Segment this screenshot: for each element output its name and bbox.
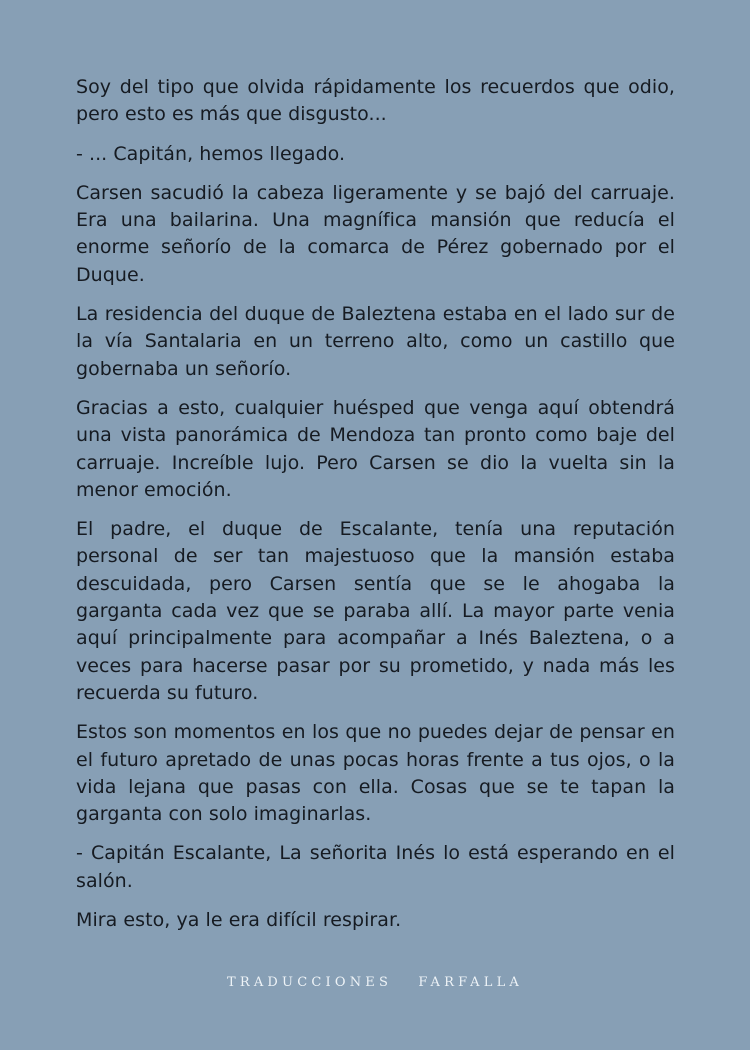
paragraph: Mira esto, ya le era difícil respirar. (76, 909, 402, 932)
paragraph: Carsen sacudió la cabeza ligeramente y se bajó del carruaje. Era una bailarina. Una magnífica mansión que reducía el enorme señorío de la comarca de Pérez gobernado por el Duque. (76, 181, 675, 286)
paragraph: Soy del tipo que olvida rápidamente los recuerdos que odio, pero esto es más que disgusto... (76, 76, 675, 126)
document-body (76, 74, 675, 946)
dialogue-paragraph: - ... Capitán, hemos llegado. (76, 142, 346, 165)
footer-credit: TRADUCCIONES FARFALLA (226, 975, 523, 990)
dialogue-paragraph: - Capitán Escalante, La señorita Inés lo está esperando en el salón. (76, 842, 675, 892)
paragraph: Estos son momentos en los que no puedes dejar de pensar en el futuro apretado de unas pocas horas frente a tus ojos, o la vida lejana que pasas con ella. Cosas que se te tapan la garganta con solo imaginarlas. (76, 721, 675, 826)
paragraph: El padre, el duque de Escalante, tenía una reputación personal de ser tan majestuoso que la mansión estaba descuidada, pero Carsen sentía que se le ahogaba la garganta cada vez que se paraba allí. La mayor parte venia aquí principalmente para acompañar a Inés Baleztena, o a veces para hacerse pasar por su prometido, y nada más les recuerda su futuro. (76, 518, 675, 704)
paragraph: Gracias a esto, cualquier huésped que venga aquí obtendrá una vista panorámica de Mendoza tan pronto como baje del carruaje. Increíble lujo. Pero Carsen se dio la vuelta sin la menor emoción. (76, 396, 675, 501)
paragraph: La residencia del duque de Baleztena estaba en el lado sur de la vía Santalaria en un terreno alto, como un castillo que gobernaba un señorío. (76, 303, 675, 380)
